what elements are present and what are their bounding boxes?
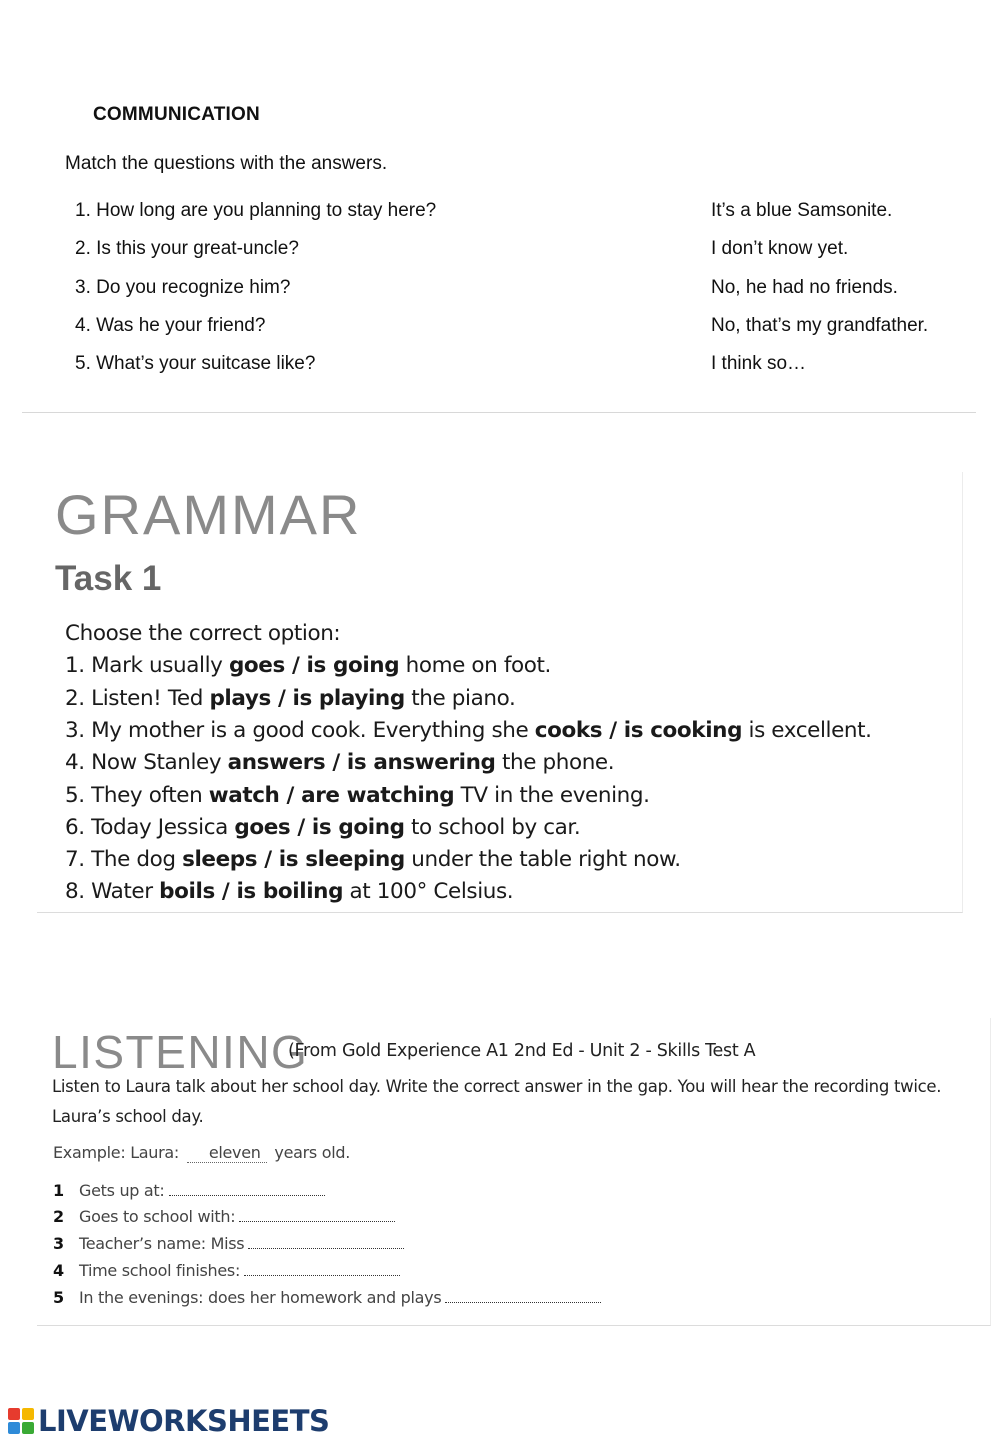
grammar-item: 7. The dog sleeps / is sleeping under the table right now. bbox=[65, 847, 681, 872]
listening-item: 4 Time school finishes: bbox=[53, 1261, 400, 1280]
listening-item: 3 Teacher’s name: Miss bbox=[53, 1234, 404, 1253]
answer-gap-input[interactable] bbox=[445, 1290, 601, 1303]
listening-item: 2 Goes to school with: bbox=[53, 1207, 395, 1226]
answer-gap-input[interactable] bbox=[248, 1236, 404, 1249]
grammar-item: 3. My mother is a good cook. Everything she cooks / is cooking is excellent. bbox=[65, 718, 872, 743]
answer-gap-input[interactable] bbox=[244, 1263, 400, 1276]
answer-2: I don’t know yet. bbox=[711, 238, 849, 259]
grammar-item: 1. Mark usually goes / is going home on foot. bbox=[65, 653, 551, 678]
example-answer: eleven bbox=[187, 1143, 267, 1163]
listening-example: Example: Laura: eleven years old. bbox=[53, 1143, 351, 1162]
grammar-item: 4. Now Stanley answers / is answering the phone. bbox=[65, 750, 615, 775]
listening-subtitle: Laura’s school day. bbox=[52, 1107, 204, 1126]
option-choice[interactable]: goes / is going bbox=[228, 653, 400, 678]
grammar-instruction: Choose the correct option: bbox=[65, 621, 341, 646]
option-choice[interactable]: goes / is going bbox=[234, 815, 405, 840]
option-choice[interactable]: answers / is answering bbox=[227, 750, 496, 775]
grammar-heading: GRAMMAR bbox=[55, 483, 362, 546]
listening-item: 5 In the evenings: does her homework and plays bbox=[53, 1288, 601, 1307]
answer-3: No, he had no friends. bbox=[711, 277, 898, 298]
task-heading: Task 1 bbox=[55, 559, 162, 598]
answer-gap-input[interactable] bbox=[239, 1209, 395, 1222]
question-3: 3. Do you recognize him? bbox=[75, 277, 291, 298]
answer-gap-input[interactable] bbox=[169, 1183, 325, 1196]
communication-instruction: Match the questions with the answers. bbox=[65, 153, 388, 174]
option-choice[interactable]: plays / is playing bbox=[209, 686, 405, 711]
section-divider bbox=[22, 412, 976, 413]
listening-item: 1 Gets up at: bbox=[53, 1181, 325, 1200]
answer-4: No, that’s my grandfather. bbox=[711, 315, 929, 336]
listening-heading: LISTENING bbox=[52, 1026, 309, 1078]
listening-source: (From Gold Experience A1 2nd Ed - Unit 2 - Skills Test A bbox=[288, 1041, 756, 1061]
option-choice[interactable]: cooks / is cooking bbox=[534, 718, 743, 743]
option-choice[interactable]: watch / are watching bbox=[208, 783, 455, 808]
communication-title: COMMUNICATION bbox=[93, 104, 260, 125]
liveworksheets-logo bbox=[8, 1404, 329, 1438]
question-4: 4. Was he your friend? bbox=[75, 315, 266, 336]
question-5: 5. What’s your suitcase like? bbox=[75, 353, 316, 374]
listening-instruction: Listen to Laura talk about her school day. Write the correct answer in the gap. You will hear the recording twice. bbox=[52, 1077, 942, 1096]
answer-1: It’s a blue Samsonite. bbox=[711, 200, 893, 221]
logo-text: LIVEWORKSHEETS bbox=[38, 1404, 330, 1438]
option-choice[interactable]: sleeps / is sleeping bbox=[182, 847, 405, 872]
question-1: 1. How long are you planning to stay here? bbox=[75, 200, 437, 221]
answer-5: I think so… bbox=[711, 353, 807, 374]
grammar-item: 8. Water boils / is boiling at 100° Celsius. bbox=[65, 879, 514, 904]
question-2: 2. Is this your great-uncle? bbox=[75, 238, 299, 259]
option-choice[interactable]: boils / is boiling bbox=[159, 879, 344, 904]
grammar-item: 2. Listen! Ted plays / is playing the piano. bbox=[65, 686, 516, 711]
grammar-item: 5. They often watch / are watching TV in the evening. bbox=[65, 783, 650, 808]
liveworksheets-logo-icon bbox=[8, 1408, 34, 1434]
grammar-item: 6. Today Jessica goes / is going to school by car. bbox=[65, 815, 581, 840]
